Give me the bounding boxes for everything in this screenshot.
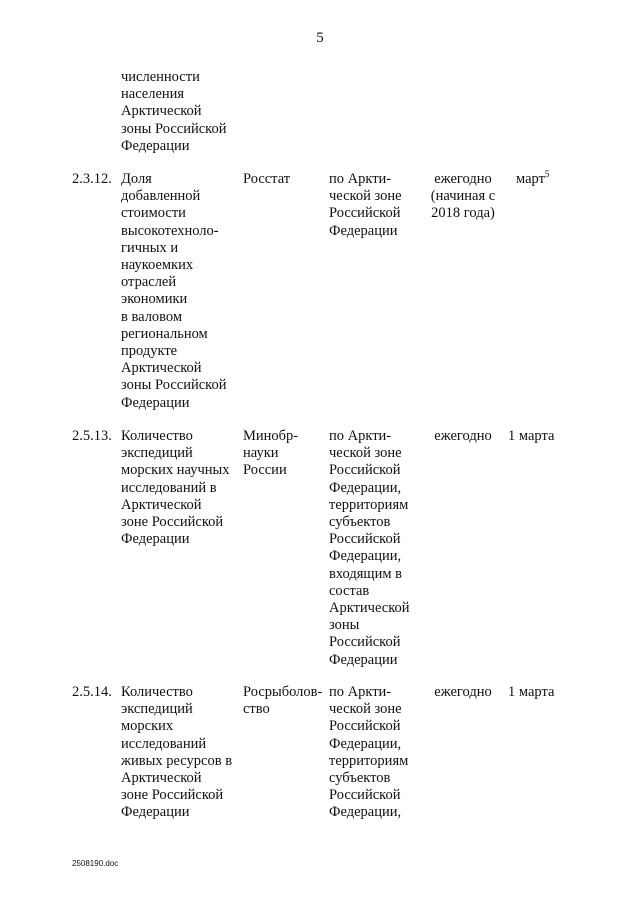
responsible-agency: Росстат: [243, 171, 291, 187]
deadline-text: март: [516, 171, 545, 187]
responsible-agency: Росрыболов- ство: [243, 684, 323, 718]
territory: по Аркти- ческой зоне Российской Федерации: [329, 171, 402, 239]
indicator-name: Количество экспедиций морских научных исследований в Арктической зоне Российской Федерации: [121, 428, 230, 548]
deadline: [516, 171, 576, 188]
row-number: 2.5.13.: [72, 428, 112, 444]
responsible-agency: Минобр- науки России: [243, 428, 299, 479]
document-filename: 2508190.doc: [72, 859, 119, 868]
territory: по Аркти- ческой зоне Российской Федерации, территориям субъектов Российской Федерации,: [329, 684, 409, 821]
continuation-indicator-name: численности населения Арктической зоны Российской Федерации: [121, 69, 227, 154]
deadline: 1 марта: [508, 684, 555, 700]
row-number: 2.3.12.: [72, 171, 112, 187]
indicator-name: Доля добавленной стоимости высокотехноло- гичных и наукоемких отраслей экономики в валовом региональном продукте Арктической зоны Российской Федерации: [121, 171, 227, 411]
row-number: 2.5.14.: [72, 684, 112, 700]
deadline: 1 марта: [508, 428, 555, 444]
footnote-marker: 5: [544, 169, 550, 180]
periodicity: ежегодно: [434, 428, 492, 444]
periodicity: ежегодно (начиная с 2018 года): [430, 171, 496, 222]
periodicity: ежегодно: [434, 684, 492, 700]
indicator-name: Количество экспедиций морских исследований живых ресурсов в Арктической зоне Российской Федерации: [121, 684, 233, 821]
page-number: 5: [316, 30, 324, 46]
territory: по Аркти- ческой зоне Российской Федерации, территориям субъектов Российской Федерации, входящим в состав Арктической зоны Российской Федерации: [329, 428, 410, 668]
